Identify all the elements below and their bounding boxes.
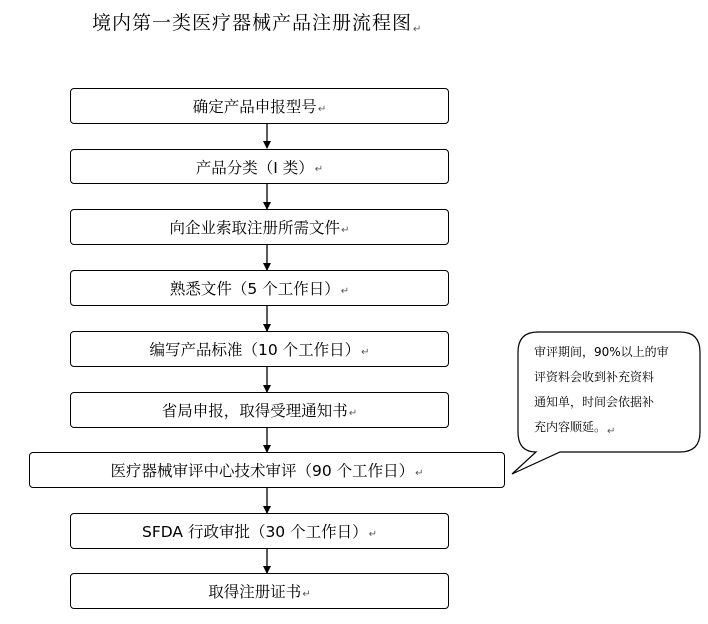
return-mark: ↵ bbox=[361, 346, 370, 358]
return-mark: ↵ bbox=[348, 407, 358, 419]
step-sfda-approval: SFDA 行政审批（30 个工作日） ↵ bbox=[70, 513, 449, 549]
step-review-documents: 熟悉文件（5 个工作日） ↵ bbox=[70, 270, 449, 306]
return-mark: ↵ bbox=[341, 224, 350, 236]
return-mark: ↵ bbox=[317, 103, 327, 115]
step-provincial-submission: 省局申报，取得受理通知书 ↵ bbox=[70, 392, 449, 428]
return-mark: ↵ bbox=[413, 24, 423, 35]
flowchart-title: 境内第一类医疗器械产品注册流程图↵ bbox=[92, 12, 423, 35]
return-mark: ↵ bbox=[368, 528, 377, 540]
callout-line: 充内容顺延。$_↵$ bbox=[534, 420, 616, 437]
callout-line: 通知单，时间会依据补 bbox=[534, 395, 655, 409]
return-mark: ↵ bbox=[302, 588, 311, 600]
step-obtain-certificate: 取得注册证书 ↵ bbox=[70, 573, 449, 609]
step-write-standard: 编写产品标准（10 个工作日） ↵ bbox=[70, 331, 449, 367]
return-mark: ↵ bbox=[340, 285, 350, 297]
callout-line: 评资料会收到补充资料 bbox=[534, 370, 655, 384]
step-product-classification: 产品分类（I 类） ↵ bbox=[70, 149, 449, 184]
step-determine-model: 确定产品申报型号 ↵ bbox=[70, 88, 449, 124]
return-mark: ↵ bbox=[415, 467, 424, 479]
return-mark: ↵ bbox=[607, 426, 616, 437]
callout-note bbox=[534, 340, 694, 441]
callout-line: 审评期间，90%以上的审 bbox=[534, 345, 669, 359]
return-mark: ↵ bbox=[314, 164, 324, 175]
step-request-documents: 向企业索取注册所需文件 ↵ bbox=[70, 209, 449, 245]
step-technical-review: 医疗器械审评中心技术审评（90 个工作日） ↵ bbox=[29, 452, 505, 488]
